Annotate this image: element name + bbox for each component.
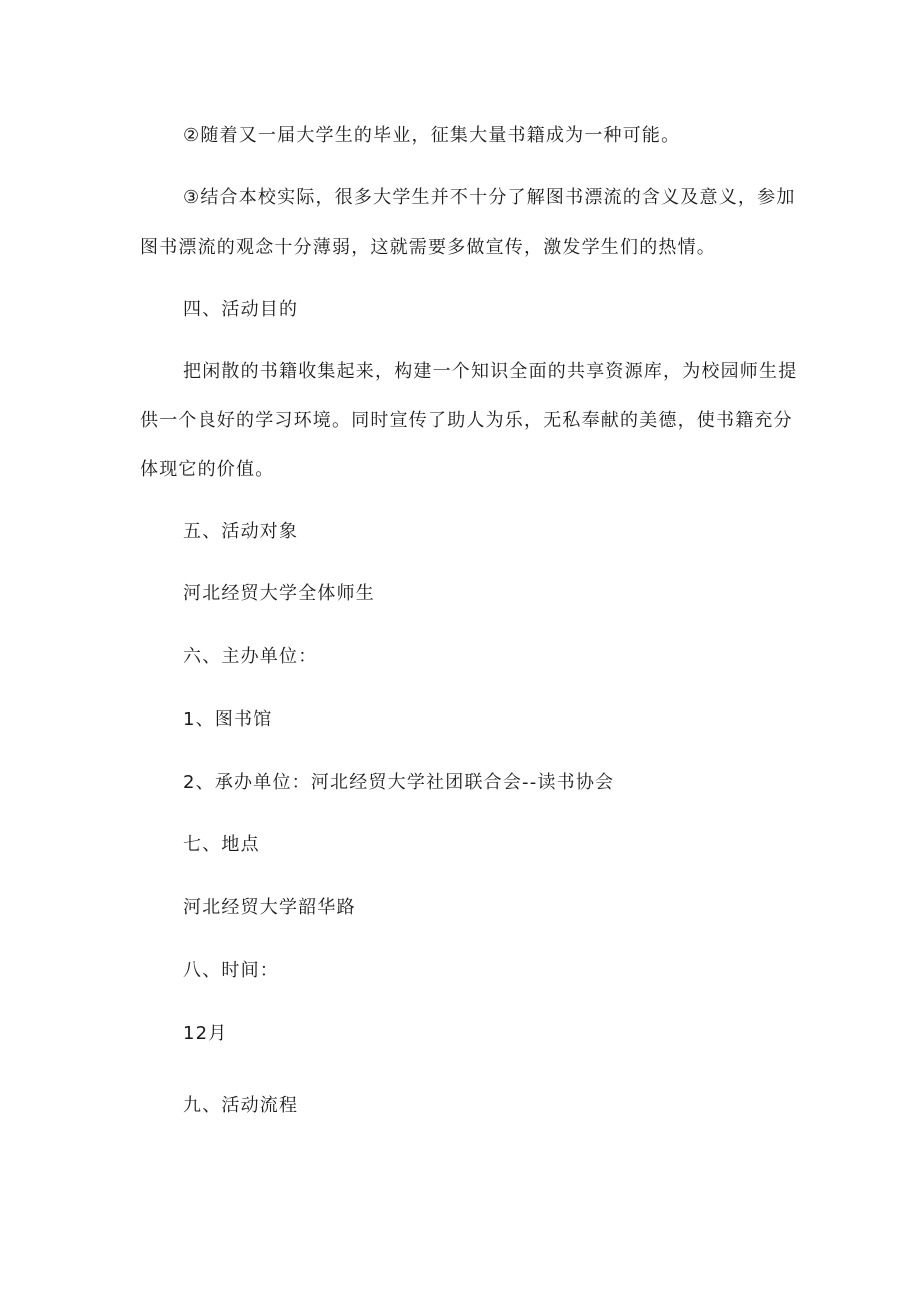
- heading-location: 七、地点: [183, 834, 260, 855]
- heading-activity-target: 五、活动对象: [183, 521, 299, 542]
- heading-organizer: 六、主办单位：: [183, 646, 318, 667]
- heading-activity-process: 九、活动流程: [183, 1095, 299, 1116]
- paragraph-purpose-line-3: 体现它的价值。: [140, 459, 275, 480]
- paragraph-purpose-line-2: 供一个良好的学习环境。同时宣传了助人为乐，无私奉献的美德，使书籍充分: [140, 410, 793, 431]
- paragraph-school-reality-line-1: ③结合本校实际，很多大学生并不十分了解图书漂流的含义及意义，参加: [183, 187, 796, 208]
- heading-activity-purpose: 四、活动目的: [183, 299, 299, 320]
- list-item-library: 1、图书馆: [183, 709, 273, 730]
- paragraph-school-reality-line-2: 图书漂流的观念十分薄弱，这就需要多做宣传，激发学生们的热情。: [140, 237, 716, 258]
- heading-time: 八、时间：: [183, 960, 279, 981]
- paragraph-time: 12月: [183, 1023, 228, 1044]
- paragraph-location: 河北经贸大学韶华路: [183, 897, 356, 918]
- list-item-co-organizer: 2、承办单位：河北经贸大学社团联合会--读书协会: [183, 772, 615, 793]
- paragraph-book-collection: ②随着又一届大学生的毕业，征集大量书籍成为一种可能。: [183, 125, 681, 146]
- paragraph-purpose-line-1: 把闲散的书籍收集起来，构建一个知识全面的共享资源库，为校园师生提: [183, 361, 798, 382]
- paragraph-target: 河北经贸大学全体师生: [183, 583, 375, 604]
